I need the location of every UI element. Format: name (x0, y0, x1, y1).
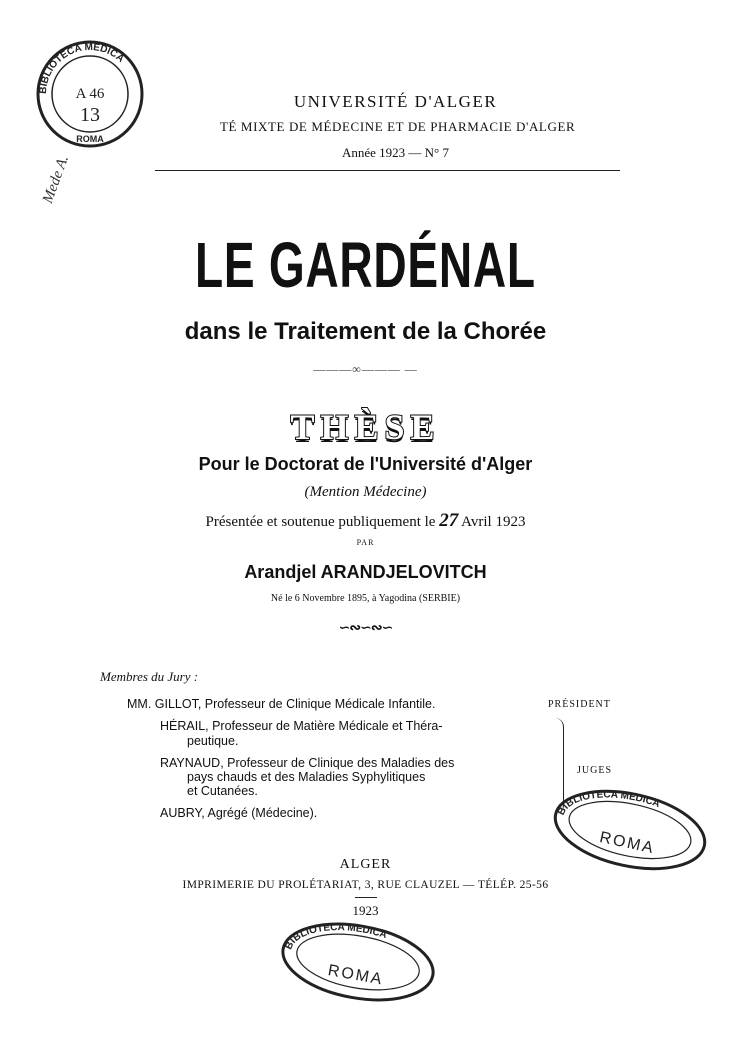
footer-rule (355, 897, 377, 898)
jury-raynaud-line2: pays chauds et des Maladies Syphylitiques (187, 770, 426, 784)
university-name: UNIVERSITÉ D'ALGER (293, 92, 498, 111)
ornament-mid: ∽∾∽∾∽ (338, 621, 393, 636)
juges-label: JUGES (577, 765, 613, 776)
library-stamp-bottom (278, 922, 448, 1012)
stamp-roma-text: ROMA (76, 134, 104, 144)
header-rule (155, 170, 620, 171)
ornament-top: ———∞——— — (313, 362, 418, 376)
stamp-roma-text: ROMA (326, 962, 385, 989)
stamp-roma-text: ROMA (598, 829, 657, 858)
jury-raynaud-line1: RAYNAUD, Professeur de Clinique des Maladies des (160, 756, 455, 770)
author-name: Arandjel ARANDJELOVITCH (244, 562, 487, 582)
footer-year: 1923 (352, 903, 379, 918)
thesis-year-number: Année 1923 — N° 7 (341, 145, 449, 160)
presentation-text-after: Avril 1923 (461, 514, 526, 530)
par-label: PAR (356, 538, 375, 547)
presentation-day: 27 (439, 510, 459, 531)
stamp-ring-text: BIBLIOTECA MEDICA (283, 922, 389, 952)
mention-line: (Mention Médecine) (304, 484, 427, 500)
author-birth: Né le 6 Novembre 1895, à Yagodina (SERBIE) (270, 593, 461, 604)
page-subtitle: dans le Traitement de la Chorée (184, 318, 547, 345)
stamp-ring-text: BIBLIOTECA MEDICA (555, 789, 662, 818)
footer-city: ALGER (339, 857, 392, 872)
jury-herail-line1: HÉRAIL, Professeur de Matière Médicale et Théra- (160, 719, 443, 733)
jury-herail-line2: peutique. (187, 734, 239, 748)
jury-aubry: AUBRY, Agrégé (Médecine). (160, 806, 318, 820)
president-label: PRÉSIDENT (548, 699, 611, 710)
stamp-shelf-code: A 46 (75, 86, 105, 102)
faculty-name: TÉ MIXTE DE MÉDECINE ET DE PHARMACIE D'ALGER (220, 119, 576, 134)
presentation-line (0, 510, 731, 532)
jury-gillot: MM. GILLOT, Professeur de Clinique Médicale Infantile. (127, 697, 436, 711)
handwritten-note: Mede A. (40, 153, 73, 206)
footer-printer: IMPRIMERIE DU PROLÉTARIAT, 3, RUE CLAUZEL — TÉLÉP. 25-56 (182, 879, 549, 891)
jury-raynaud-line3: et Cutanées. (187, 784, 258, 798)
doctorat-line: Pour le Doctorat de l'Université d'Alger (198, 454, 533, 474)
these-heading: THÈSE (290, 407, 441, 447)
presentation-text-before: Présentée et soutenue publiquement le (205, 514, 436, 530)
stamp-ring-text: BIBLIOTECA MEDICA (37, 41, 127, 95)
jury-label: Membres du Jury : (100, 669, 199, 684)
stamp-shelf-number: 13 (80, 104, 100, 126)
page-title: LE GARDÉNAL (195, 229, 536, 301)
